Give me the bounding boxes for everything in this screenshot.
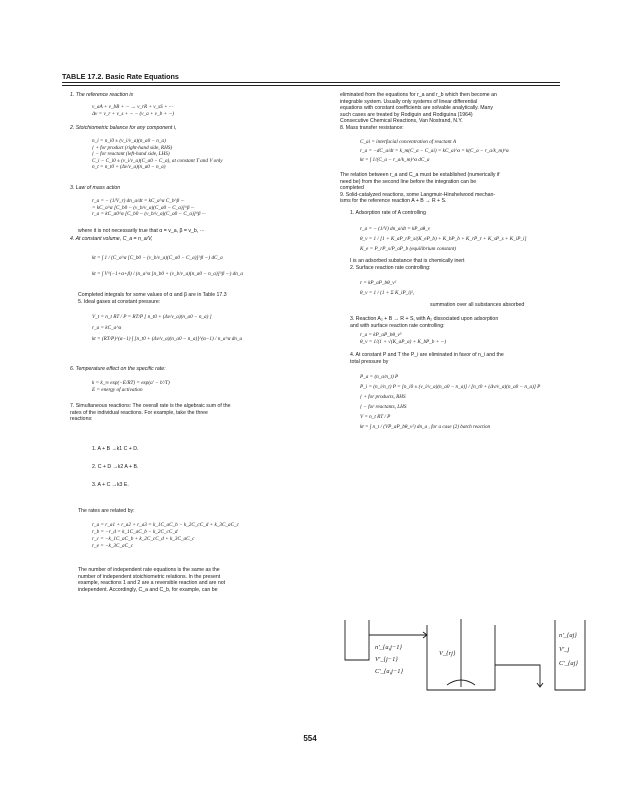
text-line: r_a = kP_aP_bθ_v³ [360,332,402,338]
text-line: θ_v = 1 / (1 + Σ K_iP_i)², [360,290,415,296]
right-s9-2-eq [360,278,414,298]
page-number: 554 [303,734,317,743]
text-line: Δv = v_r + v_s + ··· − (v_a + v_b + ···) [92,110,174,117]
text-line: n_i = n_i0 ± (v_i/v_a)(n_a0 − n_a) [92,138,166,144]
left-s5-eq [92,312,242,345]
text-line: 1. A + B →k1 C + D. [92,446,139,452]
text-line: { − for reactants, LHS [360,404,407,410]
text-line: 1. Adsorption rate of A controlling [350,210,426,216]
text-line: kt = ∫ 1 / (C_a^α [C_b0 − (v_b/v_a)(C_a0 − C_a)]^β ···) dC_a [92,255,223,261]
text-line: 7. Simultaneous reactions: The overall rate is the algebraic sum of the [70,403,231,409]
left-s3-eq [92,198,206,218]
figure-label: C'_{a,j−1} [375,668,404,675]
figure-label: C'_{aj} [559,660,578,667]
title-rule-bottom [62,85,560,86]
figure-label: n'_{aj} [559,632,577,639]
text-line: need be) from the second line before the integration can be [340,178,477,185]
text-line: reactions: [70,416,93,423]
right-s9-4-eq [360,372,540,432]
left-s6-eq [92,380,170,393]
text-line: rates of the individual reactions. For example, take the three [70,409,208,416]
left-reactions [92,440,138,494]
text-line: θ_v = 1 / [1 + K_aP_rP_s/(K_eP_b) + K_bP_b + K_rP_r + K_sP_s + K_iP_i] [360,236,527,242]
left-rates-intro [78,508,135,515]
text-line: P_a = (n_a/n_t) P [360,374,399,380]
text-line: 4. At constant P and T the P_i are eliminated in favor of n_i and the [350,352,504,358]
text-line: r_b = −r_d = k_1C_aC_b − k_2C_cC_d [92,529,178,535]
text-line: kt = ∫ n_t / (VP_aP_bθ_v²) dn_a , for a case (2) batch reaction [360,424,491,430]
text-line: kt = (RT/P)^(α−1) ∫ [n_t0 + (Δv/v_a)(n_a0 − n_a)]^(α−1) / n_a^α dn_a [92,336,243,342]
text-line: r_e = −k_3C_aC_c [92,543,134,549]
text-line: equations with constant coefficients are solvable analytically. Many [340,105,493,112]
text-line: C_ai = interfacial concentration of reactant A [360,139,456,145]
text-line: The relation between r_a and C_a must be established (numerically if [340,172,500,178]
text-line: { + for product (right-hand side, RHS) [92,144,173,151]
figure-label: V'_j [559,646,570,653]
text-line: 3. Reaction A₂ + B → R + S, with A₂ dissociated upon adsorption [350,316,499,322]
left-s3 [70,185,120,192]
text-line: summation over all substances absorbed [430,302,525,308]
figure-label: n'_{a,j−1} [375,644,402,651]
text-line: completed [340,185,364,192]
text-line: I is an adsorbed substance that is chemically inert [350,258,465,264]
text-line: r_a = − (1/V) dn_a/dt = kP_aθ_v [360,226,431,232]
text-line: r = kP_aP_bθ_v² [360,280,397,286]
text-line: { + for products, RHS [360,394,406,400]
figure-label: V'_{j−1} [375,656,398,663]
text-line: example, reactions 1 and 2 are a reversible reaction and are not [78,580,226,587]
text-line: kt = ∫ 1/(C_a − r_a/k_m)^α dC_a [360,157,430,163]
text-line: 2. Surface reaction rate controlling: [350,264,431,271]
text-line: K_e = P_rP_s/P_aP_b (equilibrium constant) [360,246,457,252]
text-line: k = k_∞ exp(−E/RT) = exp(a′ − b′/T) [92,380,170,386]
text-line: The number of independent rate equations is the same as the [78,567,220,573]
text-line: integrable system. Usually only systems of linear differential [340,98,478,105]
text-line: kt = ∫ V^(−1+α+β) / (n_a^α [n_b0 + (v_b/v_a)(n_a0 − n_a)]^β ···) dn_a [92,271,243,277]
text-line: number of independent stoichiometric relations. In the present [78,573,221,580]
outlet-line [495,665,540,687]
text-line: isms for the reference reaction A + B → R + S. [340,198,447,205]
text-line: eliminated from the equations for r_a and r_b which then become an [340,92,497,98]
upstream-vessel [345,620,369,660]
text-line: 4. At constant volume, C_a = n_a/V, [70,236,153,242]
text-line: 2. Stoichiometric balance for any component i, [70,125,177,131]
left-s5 [78,292,227,305]
text-line: r_a = kC_a^α [92,325,122,331]
text-line: The rates are related by: [78,508,135,514]
right-s9-3-eq [360,332,446,345]
text-line: v_aA + v_bB + ··· → v_rR + v_sS + ··· [92,104,173,110]
left-s3-note [78,228,205,235]
left-s1 [70,92,133,99]
left-rates-eq [92,522,239,550]
text-line: r_c = −k_1C_aC_b + k_2C_cC_d + k_3C_aC_c [92,536,195,542]
left-s2 [70,125,176,132]
table-title: TABLE 17.2. Basic Rate Equations [62,72,179,81]
right-s9-1-eq [360,224,527,254]
text-line: total pressure by [350,358,389,365]
text-line: V_t = n_t RT / P = RT/P [ n_t0 + (Δv/v_a)(n_a0 − n_a) ] [92,314,212,320]
text-line: C_i − C_i0 ± (v_i/v_a)(C_a0 − C_a), at constant T and V only [92,157,223,164]
text-line: r_a = kC_a0^α [C_b0 − (v_b/v_a)(C_a0 − C_a)]^β ··· [92,211,206,218]
text-line: E = energy of activation [92,386,143,393]
text-line: 2. C + D →k2 A + B. [92,464,139,470]
text-line: 3. A + C →k3 E. [92,482,129,488]
right-s9-2-note [430,302,524,309]
figure-label: V_{rj} [439,650,456,657]
text-line: and with surface reaction rate controlling: [350,322,445,329]
text-line: 9. Solid-catalyzed reactions, some Langmuir-Hinshelwood mechan- [340,191,496,198]
text-line: Completed integrals for some values of α and β are in Table 17.3 [78,292,227,298]
left-s6 [70,366,166,373]
text-line: 8. Mass transfer resistance: [340,124,404,131]
right-s8-note [340,172,499,205]
left-s4-eq [92,250,243,282]
text-line: V = n_t RT / P [360,414,391,420]
downstream-vessel [555,620,585,690]
text-line: 6. Temperature effect on the specific rate: [70,366,166,372]
text-line: r_a = − (1/V_r) dn_a/dt = kC_a^α C_b^β ··· [92,198,185,204]
right-s9-1 [350,210,426,217]
text-line: P_i = (n_i/n_t) P = [n_i0 ± (v_i/v_a)(n_a0 − n_a)] / [n_t0 + (Δv/v_a)(n_a0 − n_a)] P [360,384,541,390]
right-cont [340,92,497,132]
text-line: independent. Accordingly, C_a and C_b, for example, can be [78,586,218,593]
right-s9-4 [350,352,504,365]
left-s1-eq [92,104,174,117]
text-line: 3. Law of mass action [70,185,121,191]
right-s9-1-note [350,258,464,271]
text-line: { − for reactant (left-hand side, LHS) [92,151,170,158]
cascade-reactor-figure [335,615,595,725]
text-line: such cases are treated by Rodiguin and Rodiguina (1964) [340,111,473,118]
left-s7 [70,403,231,423]
left-closing [78,567,225,593]
left-s2-eq [92,138,223,171]
right-s9-3 [350,316,498,329]
right-s8-eq [360,138,509,165]
text-line: where it is not necessarily true that α = v_a, β = v_b, ··· [78,228,205,234]
text-line: 1. The reference reaction is [70,92,134,98]
text-line: θ_v = 1/(1 + √(K_aP_a) + K_bP_b + ···) [360,338,447,345]
text-line: 5. Ideal gases at constant pressure: [78,298,161,305]
text-line: r_a = r_a1 + r_a2 + r_a3 = k_1C_aC_b − k_2C_cC_d + k_3C_aC_c [92,522,239,528]
text-line: Consecutive Chemical Reactions, Van Nostrand, N.Y. [340,118,463,125]
text-line: n_t = n_t0 + (Δv/v_a)(n_a0 − n_a) [92,164,166,171]
text-line: = kC_a^α [C_b0 − (v_b/v_a)(C_a0 − C_a)]^β ··· [92,204,195,211]
title-rule-top [62,82,560,83]
left-s4 [70,236,153,243]
text-line: r_a = −dC_a/dt = k_m(C_a − C_ai) = kC_ai^α = k(C_a − r_a/k_m)^α [360,148,509,154]
